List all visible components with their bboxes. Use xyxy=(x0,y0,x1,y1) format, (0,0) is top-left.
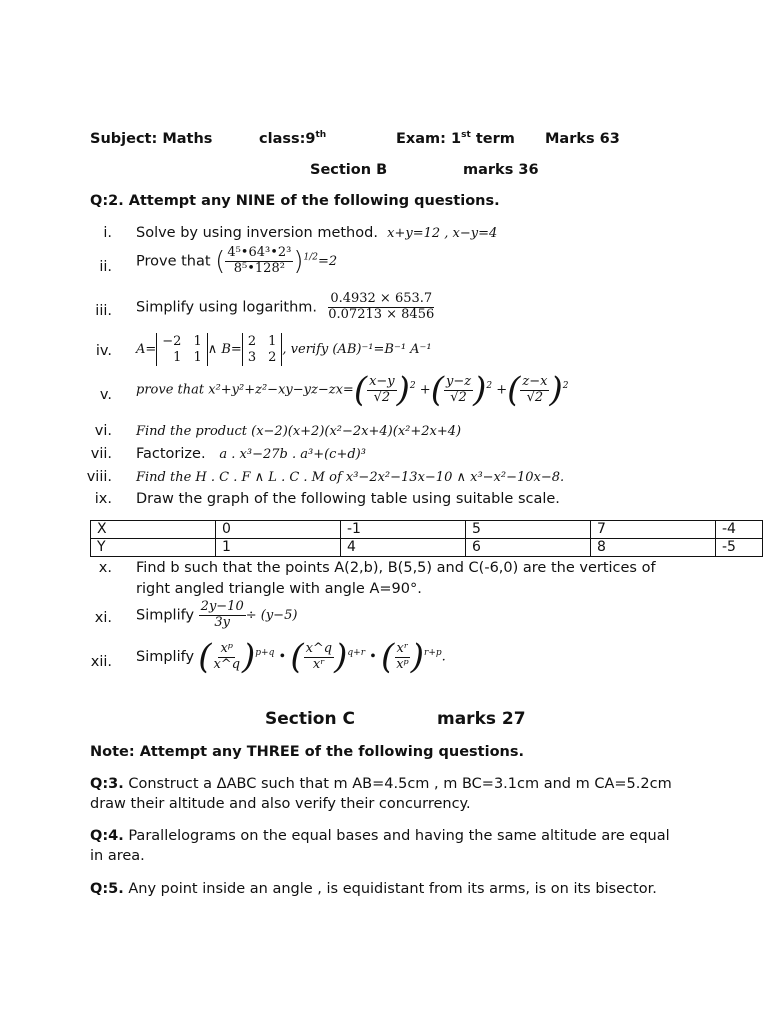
item-ii: Prove that ( $\frac{\text{4⁵•64³•2³}}{\text{8⁵•128²}}$ )$^{1/2}$=2 xyxy=(136,245,338,277)
exam-label: Exam: 1st term xyxy=(396,130,515,147)
section-b-marks: marks 36 xyxy=(463,162,539,178)
item-v: prove that x²+y²+z²−xy−yz−zx=( $\frac{x-y}{√2}$ )$^2$ +( $\frac{y-z}{√2}$ )$^2$ +( $\frac{z-x}{√2}$ )$^2$ xyxy=(136,370,569,410)
item-i: Solve by using inversion method. x+y=12 , x−y=4 xyxy=(136,225,498,241)
item-iv-number: iv. xyxy=(95,343,112,359)
question-4: Q:4. Parallelograms on the equal bases and having the same altitude are equal in area. xyxy=(90,828,670,864)
item-xi: Simplify $\frac{2y-10}{3y}$ ÷ (y−5) xyxy=(136,599,298,630)
table-row xyxy=(91,539,763,557)
item-viii-number: viii. xyxy=(86,469,112,485)
item-ii-number: ii. xyxy=(99,259,112,275)
subject-label: Subject: Maths xyxy=(90,131,213,147)
item-vii: Factorize. a . x³−27b . a³+(c+d)³ xyxy=(136,446,366,462)
table-cell: 4 xyxy=(341,539,466,557)
item-vi: Find the product (x−2)(x+2)(x²−2x+4)(x²+2x+4) xyxy=(136,424,462,439)
table-cell: 8 xyxy=(591,539,716,557)
table-cell: 0 xyxy=(216,521,341,539)
item-x-line1: Find b such that the points A(2,b), B(5,5) and C(-6,0) are the vertices of xyxy=(136,560,656,576)
question-3: Q:3. Construct a ΔABC such that m AB=4.5cm , m BC=3.1cm and m CA=5.2cm draw their altitude and also verify their concurrency. xyxy=(90,776,672,812)
item-iii-number: iii. xyxy=(95,303,112,319)
table-cell: -1 xyxy=(341,521,466,539)
matrix-a: −2 1 1 1 xyxy=(156,333,207,366)
class-label: class:9th xyxy=(259,130,327,147)
table-row xyxy=(91,521,763,539)
matrix-b: 2 1 3 2 xyxy=(242,333,283,366)
section-c-note: Note: Attempt any THREE of the following questions. xyxy=(90,744,524,760)
total-marks: Marks 63 xyxy=(545,131,620,147)
table-cell: -4 xyxy=(716,521,763,539)
table-cell: X xyxy=(91,521,216,539)
item-xii: Simplify ( $\frac{\text{xᵖ}}{x\^{}q}$ )$^{p+q}$ • ( $\frac{x\^{}q}{\text{xʳ}}$ )$^{q+r}$ • ( $\frac{\text{xʳ}}{\text{xᵖ}}$ )$^{r+p}$. xyxy=(136,637,446,677)
item-vi-number: vi. xyxy=(94,423,112,439)
item-viii: Find the H . C . F ∧ L . C . M of x³−2x²−13x−10 ∧ x³−x²−10x−8. xyxy=(136,470,565,485)
table-cell: 1 xyxy=(216,539,341,557)
item-iv: A= −2 1 1 1 ∧ B= 2 1 3 2 , verify (AB)⁻¹=B⁻¹ A⁻¹ xyxy=(136,334,432,365)
question-5: Q:5. Any point inside an angle , is equidistant from its arms, is on its bisector. xyxy=(90,881,657,897)
item-ix: Draw the graph of the following table using suitable scale. xyxy=(136,491,560,507)
item-x-line2: right angled triangle with angle A=90°. xyxy=(136,581,422,597)
item-v-number: v. xyxy=(99,387,112,403)
item-xi-number: xi. xyxy=(94,610,112,626)
table-cell: 6 xyxy=(466,539,591,557)
section-c-marks: marks 27 xyxy=(437,709,526,729)
xy-table xyxy=(90,520,763,557)
item-x-number: x. xyxy=(98,560,112,576)
q2-heading: Q:2. Attempt any NINE of the following questions. xyxy=(90,193,500,209)
item-iii: Simplify using logarithm. $\frac{0.4932 \times 653.7}{0.07213 \times 8456}$ xyxy=(136,291,435,322)
table-cell: 5 xyxy=(466,521,591,539)
section-b-title: Section B xyxy=(310,162,388,178)
table-cell: -5 xyxy=(716,539,763,557)
item-ix-number: ix. xyxy=(94,491,112,507)
section-c-title: Section C xyxy=(265,709,355,729)
item-vii-number: vii. xyxy=(90,446,112,462)
table-cell: Y xyxy=(91,539,216,557)
table-cell: 7 xyxy=(591,521,716,539)
item-i-number: i. xyxy=(103,225,112,241)
item-xii-number: xii. xyxy=(90,654,112,670)
